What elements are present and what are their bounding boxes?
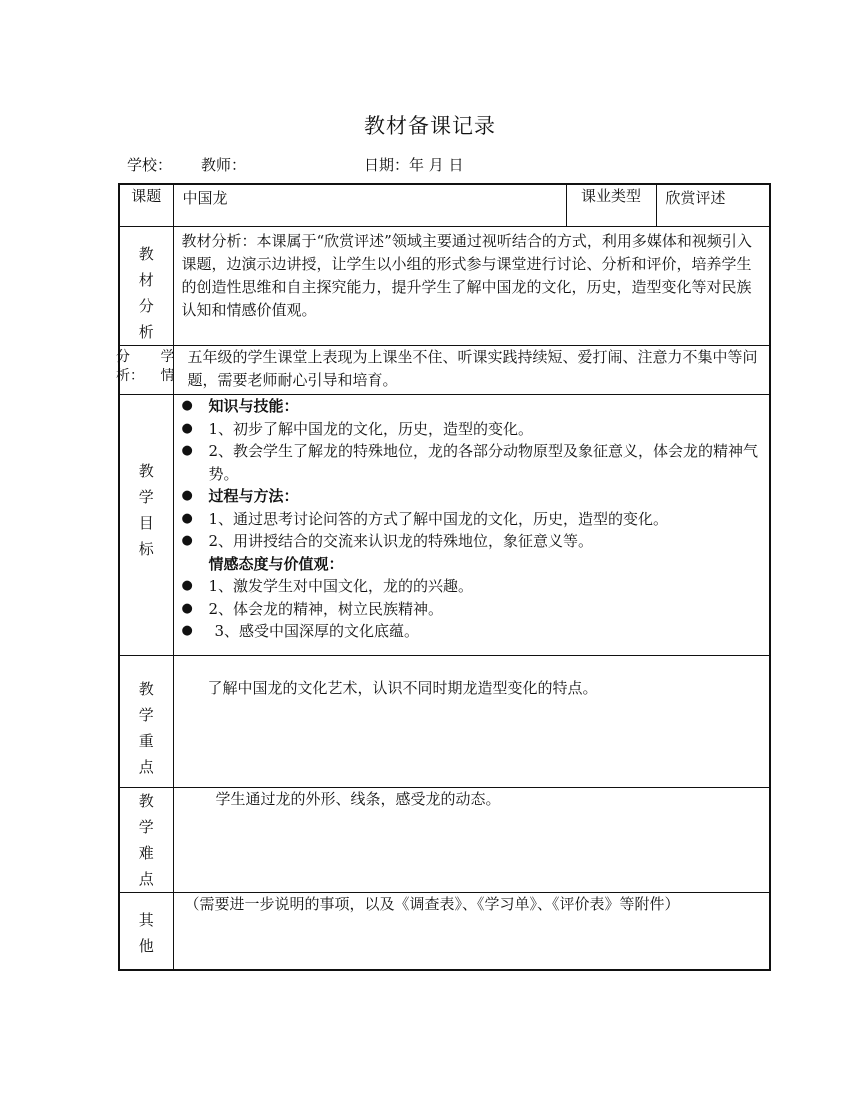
- goal-item: [178, 620, 766, 643]
- other-content: [173, 893, 770, 971]
- other-label-char: 其: [138, 911, 154, 929]
- key-points-content: [173, 656, 770, 788]
- teacher-label: 教师：: [201, 156, 247, 174]
- goals-label: [119, 395, 173, 656]
- difficulty-label-char: 难: [138, 844, 154, 862]
- bullet-icon: ●: [181, 420, 193, 436]
- bullet-icon: ●: [181, 623, 193, 638]
- other-label-char: 他: [138, 937, 154, 955]
- goal-item: [178, 553, 766, 576]
- learner-text: 五年级的学生课堂上表现为上课坐不住、听课实践持续短、爱打闹、注意力不集中等问题，需要老师耐心引导和培育。: [187, 348, 758, 389]
- emotion-item-2: 2、体会龙的精神，树立民族精神。: [208, 599, 444, 618]
- bullet-icon: ●: [181, 510, 193, 526]
- key-label-char: 教: [138, 680, 154, 698]
- date-label: 日期：年 月 日: [364, 156, 464, 174]
- goal-item: [178, 418, 766, 441]
- bullet-icon: ●: [181, 578, 193, 593]
- emotion-item-3: 3、感受中国深厚的文化底蕴。: [214, 622, 420, 640]
- analysis-label-char: 材: [138, 271, 154, 289]
- lesson-plan-table: [118, 183, 771, 971]
- topic-label: 课题: [119, 184, 173, 227]
- topic-value: 中国龙: [182, 189, 228, 207]
- analysis-row: [119, 227, 770, 346]
- difficulty-label: [119, 788, 173, 893]
- analysis-content: [173, 227, 770, 346]
- learner-row: [119, 346, 770, 395]
- school-label: 学校：: [127, 156, 173, 174]
- other-label: [119, 893, 173, 971]
- knowledge-item-1: 1、初步了解中国龙的文化，历史，造型的变化。: [208, 419, 534, 438]
- knowledge-heading: 知识与技能：: [208, 397, 299, 415]
- key-label-char: 点: [138, 758, 154, 776]
- emotion-item-1: 1、激发学生对中国文化，龙的的兴趣。: [208, 577, 474, 595]
- document-title: 教材备课记录: [364, 114, 496, 138]
- goal-item: [178, 395, 766, 418]
- goals-label-char: 标: [138, 540, 154, 558]
- learner-label-part: 情: [160, 368, 175, 384]
- difficulty-label-char: 教: [138, 792, 154, 810]
- goals-label-char: 教: [138, 462, 154, 480]
- learner-label-part: 析：: [116, 368, 144, 384]
- key-points-row: [119, 656, 770, 788]
- bullet-icon: ●: [181, 443, 193, 458]
- process-item-2: 2、用讲授结合的交流来认识龙的特殊地位，象征意义等。: [208, 532, 594, 550]
- goals-row: [119, 395, 770, 656]
- bullet-icon: ●: [181, 398, 193, 413]
- other-text: （需要进一步说明的事项，以及《调查表》、《学习单》、《评价表》等附件）: [184, 895, 680, 913]
- goals-label-char: 目: [138, 514, 154, 532]
- key-points-label: [119, 656, 173, 788]
- key-points-text: 了解中国龙的文化艺术，认识不同时期龙造型变化的特点。: [207, 679, 598, 697]
- emotion-heading: 情感态度与价值观：: [208, 554, 344, 573]
- goal-item: [178, 598, 766, 621]
- type-value: 欣赏评述: [665, 189, 726, 207]
- process-heading: 过程与方法：: [208, 487, 299, 505]
- key-label-char: 重: [138, 732, 154, 750]
- key-label-char: 学: [138, 706, 154, 724]
- learner-label-part: 分: [116, 349, 130, 365]
- difficulty-row: [119, 788, 770, 893]
- difficulty-label-char: 点: [138, 870, 154, 888]
- learner-content: [173, 346, 770, 395]
- knowledge-item-2: 2、教会学生了解龙的特殊地位，龙的各部分动物原型及象征意义，体会龙的精神气势。: [208, 442, 759, 483]
- other-row: [119, 893, 770, 971]
- difficulty-content: [173, 788, 770, 893]
- analysis-label-char: 析: [138, 323, 154, 341]
- learner-label: [116, 346, 175, 395]
- goal-item: [178, 530, 766, 553]
- bullet-icon: ●: [181, 600, 193, 616]
- type-label: 课业类型: [566, 184, 656, 227]
- topic-row: [119, 184, 770, 227]
- process-item-1: 1、通过思考讨论问答的方式了解中国龙的文化，历史，造型的变化。: [208, 509, 669, 528]
- goal-item: [178, 485, 766, 508]
- difficulty-label-char: 学: [138, 818, 154, 836]
- bullet-icon: ●: [181, 533, 193, 548]
- goals-content: [173, 395, 770, 656]
- type-value-cell: [656, 184, 770, 227]
- goal-item: [178, 508, 766, 531]
- analysis-text: 教材分析：本课属于“欣赏评述”领域主要通过视听结合的方式，利用多媒体和视频引入课题，边演示边讲授，让学生以小组的形式参与课堂进行讨论、分析和评价，培养学生的创造性思维和自主探究能力，提升学生了解中国龙的文化，历史，造型变化等对民族认知和情感价值观。: [181, 232, 752, 319]
- goal-item: [178, 575, 766, 598]
- analysis-label-char: 分: [138, 297, 154, 315]
- learner-label-part: 学: [160, 349, 175, 365]
- analysis-label: [119, 227, 173, 346]
- analysis-label-char: 教: [138, 245, 154, 263]
- goal-item: [178, 440, 766, 485]
- difficulty-text: 学生通过龙的外形、线条，感受龙的动态。: [215, 790, 501, 808]
- goals-label-char: 学: [138, 488, 154, 506]
- topic-value-cell: [173, 184, 566, 227]
- bullet-icon: ●: [181, 488, 193, 503]
